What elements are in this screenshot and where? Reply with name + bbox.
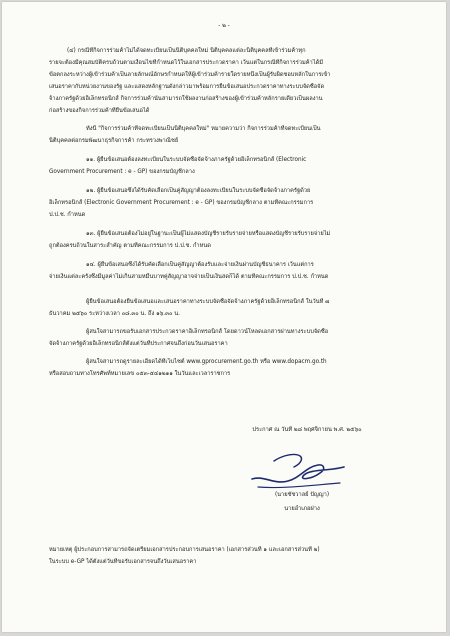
paragraph-line: ผู้ยื่นข้อเสนอต้องยื่นข้อเสนอและเสนอราคาทางระบบจัดซื้อจัดจ้างภาครัฐด้วยอิเล็กทรอนิกส์ ในวันที่ ๗ (86, 299, 330, 305)
note-line: ในระบบ e-GP ได้ตั้งแต่วันที่ขอรับเอกสารจนถึงวันเสนอราคา (49, 559, 197, 565)
page-number: - ๒ - (218, 23, 230, 29)
announce-date: ประกาศ ณ วันที่ ๒๘ พฤศจิกายน พ.ศ. ๒๕๖๐ (252, 427, 362, 433)
paragraph-line: จัดจ้างภาครัฐด้วยอิเล็กทรอนิกส์ตั้งแต่วันที่ประกาศจนถึงก่อนวันเสนอราคา (49, 341, 228, 347)
paragraph-line: ๑๓. ผู้ยื่นข้อเสนอต้องไม่อยู่ในฐานะเป็นผู้ไม่แสดงบัญชีรายรับรายจ่ายหรือแสดงบัญชีรายรับรายจ่ายไม่ (86, 231, 331, 237)
paragraph-line: ก่อสร้างของกิจการร่วมค้าที่ยื่นข้อเสนอได้ (49, 108, 150, 114)
paragraph-line: เสนอราคากับหน่วยงานของรัฐ และแสดงหลักฐานดังกล่าวมาพร้อมการยื่นข้อเสนอประกวดราคาทางระบบจัดซื้อจัด (49, 84, 325, 90)
paragraph-line: นิติบุคคลต่อกรมพัฒนาธุรกิจการค้า กระทรวงพาณิชย์ (49, 138, 179, 144)
paragraph-line: ๑๑. ผู้ยื่นข้อเสนอต้องลงทะเบียนในระบบจัดซื้อจัดจ้างภาครัฐด้วยอิเล็กทรอนิกส์ (Electronic (86, 157, 307, 163)
signature-image (244, 445, 354, 493)
paragraph-line: รายจะต้องมีคุณสมบัติครบถ้วนตามเงื่อนไขที่กำหนดไว้ในเอกสารประกวดราคา เว้นแต่ในกรณีที่กิจการร่วมค้าได้มี (49, 60, 324, 66)
paragraph-line: จ้างภาครัฐด้วยอิเล็กทรอนิกส์ กิจการร่วมค้านั้นสามารถใช้ผลงานก่อสร้างของผู้เข้าร่วมค้าหลักรายเดียวเป็นผลงาน (49, 96, 323, 102)
website-line: ผู้สนใจสามารถดูรายละเอียดได้ที่เว็บไซต์ www.gprocurement.go.th หรือ www.dopacm.go.th (86, 359, 327, 365)
paragraph-line: ข้อตกลงระหว่างผู้เข้าร่วมค้าเป็นลายลักษณ์อักษรกำหนดให้ผู้เข้าร่วมค้ารายใดรายหนึ่งเป็นผู้รับผิดชอบหลักในการเข้า (49, 72, 331, 78)
paragraph-line: อิเล็กทรอนิกส์ (Electronic Government Procurement : e - GP) ของกรมบัญชีกลาง ตามที่คณะกรรมการ (49, 200, 314, 206)
paragraph-line: ทั้งนี้ "กิจการร่วมค้าที่จดทะเบียนเป็นนิติบุคคลใหม่" หมายความว่า กิจการร่วมค้าที่จดทะเบียนเป็น (86, 126, 321, 132)
paragraph-line: จ่ายเงินแต่ละครั้งซึ่งมีมูลค่าไม่เกินสามหมื่นบาทคู่สัญญาอาจจ่ายเป็นเงินสดก็ได้ ตามที่คณะกรรมการ ป.ป.ช. กำหนด (49, 274, 329, 280)
paragraph-line: ผู้สนใจสามารถขอรับเอกสารประกวดราคาอิเล็กทรอนิกส์ โดยดาวน์โหลดเอกสารผ่านทางระบบจัดซื้อ (86, 329, 329, 335)
signer-title: นายอำเภอฝาง (284, 506, 320, 512)
note-line: หมายเหตุ ผู้ประกอบการสามารถจัดเตรียมเอกสารประกอบการเสนอราคา (เอกสารส่วนที่ ๑ และเอกสารส่วนที่ ๒) (49, 547, 320, 553)
paragraph-line: ๑๔. ผู้ยื่นข้อเสนอซึ่งได้รับคัดเลือกเป็นคู่สัญญาต้องรับและจ่ายเงินผ่านบัญชีธนาคาร เว้นแต่การ (86, 262, 314, 268)
paragraph-line: ป.ป.ช. กำหนด (49, 212, 86, 218)
signer-name: (นายชัชวาลย์ ปัญญา) (274, 492, 330, 498)
paragraph-line: (๔) กรณีที่กิจการร่วมค้าไม่ได้จดทะเบียนเป็นนิติบุคคลใหม่ นิติบุคคลแต่ละนิติบุคคลที่เข้าร่วมค้าทุก (67, 48, 306, 54)
paragraph-line: ธันวาคม ๒๕๖๐ ระหว่างเวลา ๐๘.๓๐ น. ถึง ๑๖.๓๐ น. (49, 311, 180, 317)
paragraph-line: ถูกต้องครบถ้วนในสาระสำคัญ ตามที่คณะกรรมการ ป.ป.ช. กำหนด (49, 243, 211, 249)
phone-line: หรือสอบถามทางโทรศัพท์หมายเลข ๐๕๓-๕๔๑๒๑๑ ในวันและเวลาราชการ (49, 371, 231, 377)
paragraph-line: Government Procurement : e - GP) ของกรมบัญชีกลาง (49, 169, 195, 175)
paragraph-line: ๑๒. ผู้ยื่นข้อเสนอซึ่งได้รับคัดเลือกเป็นคู่สัญญาต้องลงทะเบียนในระบบจัดซื้อจัดจ้างภาครัฐด้วย (86, 188, 311, 194)
document-page (2, 2, 446, 632)
